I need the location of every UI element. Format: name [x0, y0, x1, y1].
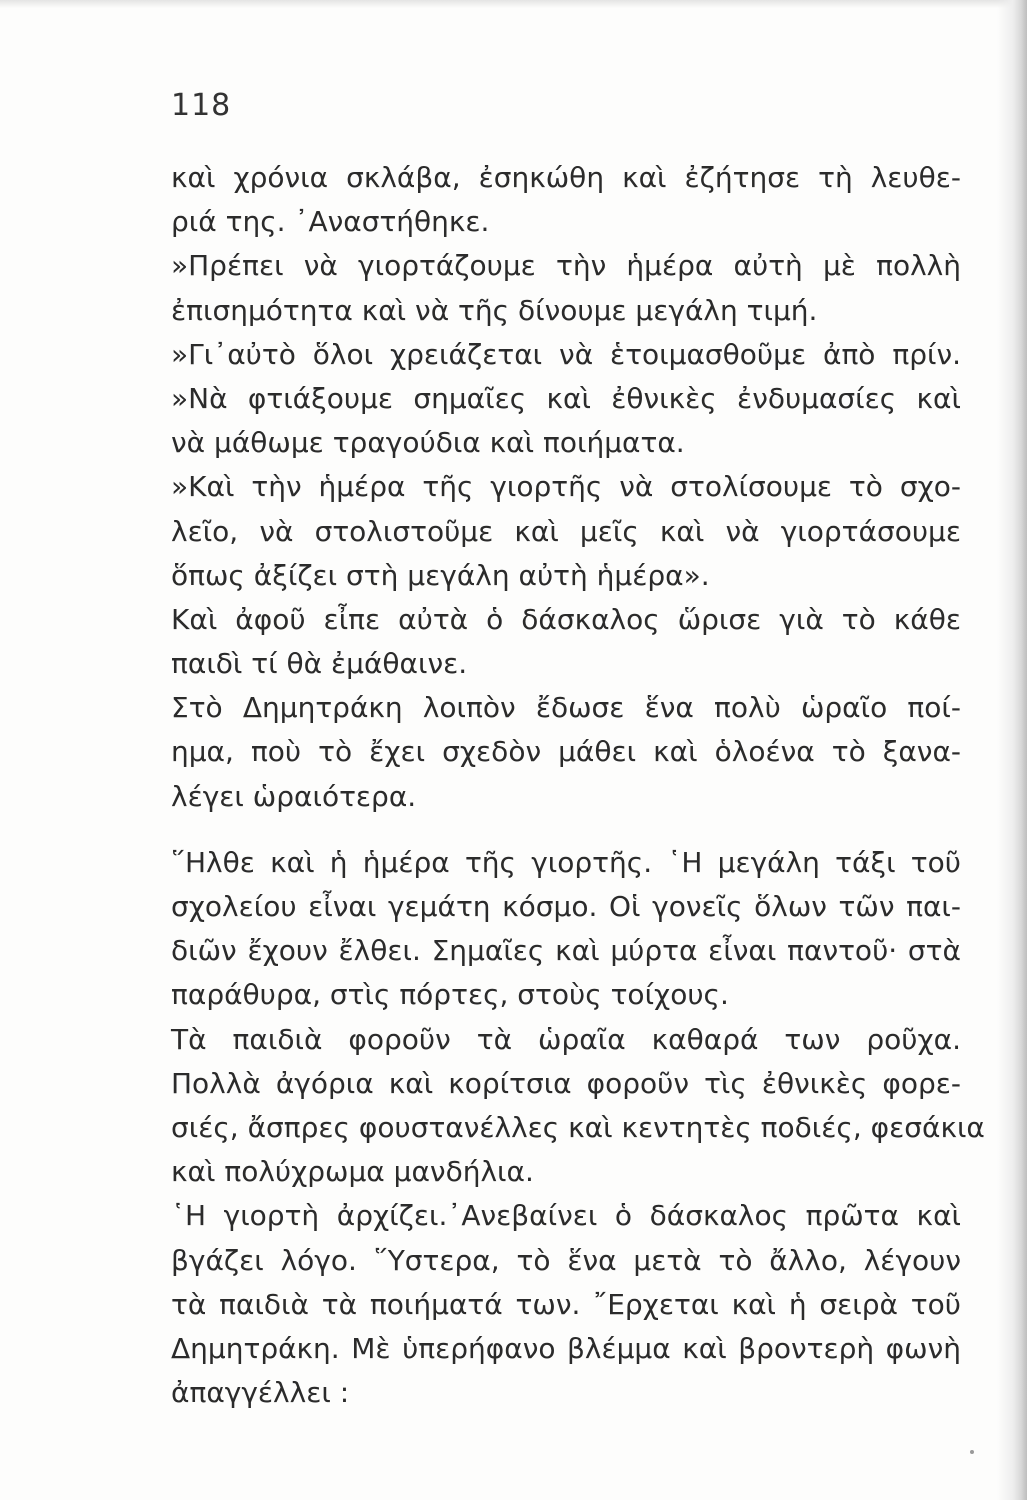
text-line: »Καὶ τὴν ἡμέρα τῆς γιορτῆς νὰ στολίσουμε τὸ σχο-	[171, 470, 961, 504]
text-line: σχολείου εἶναι γεμάτη κόσμο. Οἱ γονεῖς ὅλων τῶν παι-	[171, 890, 961, 923]
body-text	[171, 156, 985, 1415]
text-line: »Νὰ φτιάξουμε σημαῖες καὶ ἐθνικὲς ἐνδυμασίες καὶ	[171, 381, 961, 415]
text-line: Καὶ ἀφοῦ εἶπε αὐτὰ ὁ δάσκαλος ὥρισε γιὰ τὸ κάθε	[171, 602, 961, 636]
text-line: »Πρέπει νὰ γιορτάζουμε τὴν ἡμέρα αὐτὴ μὲ πολλὴ	[171, 249, 961, 283]
scan-shadow-top	[0, 0, 1027, 8]
text-line: ῾Η γιορτὴ ἀρχίζει.᾿Ανεβαίνει ὁ δάσκαλος πρῶτα καὶ	[171, 1199, 961, 1233]
text-line: Πολλὰ ἀγόρια καὶ κορίτσια φοροῦν τὶς ἐθνικὲς φορε-	[171, 1066, 961, 1100]
text-line: καὶ χρόνια σκλάβα, ἐσηκώθη καὶ ἐζήτησε τὴ λευθε-	[171, 161, 961, 194]
text-line: Δημητράκη. Μὲ ὑπερήφανο βλέμμα καὶ βροντερὴ φωνὴ	[171, 1331, 961, 1365]
text-line: Στὸ Δημητράκη λοιπὸν ἔδωσε ἕνα πολὺ ὡραῖο ποί-	[171, 691, 961, 725]
text-line: ἐπισημότητα καὶ νὰ τῆς δίνουμε μεγάλη τιμή.	[171, 293, 818, 327]
text-line: παιδὶ τί θὰ ἐμάθαινε.	[171, 647, 468, 681]
text-line: ριά της. ᾿Αναστήθηκε.	[171, 205, 490, 239]
scan-shadow-right	[997, 0, 1027, 1500]
text-line: ημα, ποὺ τὸ ἔχει σχεδὸν μάθει καὶ ὁλοένα τὸ ξανα-	[171, 735, 961, 769]
scan-speck	[970, 1450, 974, 1454]
text-line: ῞Ηλθε καὶ ἡ ἡμέρα τῆς γιορτῆς. ῾Η μεγάλη τάξι τοῦ	[171, 845, 961, 879]
text-line: παράθυρα, στὶς πόρτες, στοὺς τοίχους.	[171, 978, 729, 1012]
text-line: ὅπως ἀξίζει στὴ μεγάλη αὐτὴ ἡμέρα».	[171, 558, 710, 592]
text-line: λεῖο, νὰ στολιστοῦμε καὶ μεῖς καὶ νὰ γιορτάσουμε	[171, 514, 961, 548]
page-number: 118	[171, 88, 232, 123]
text-line: »Γι᾿αὐτὸ ὅλοι χρειάζεται νὰ ἑτοιμασθοῦμε ἀπὸ πρίν.	[171, 337, 961, 371]
text-line: διῶν ἔχουν ἔλθει. Σημαῖες καὶ μύρτα εἶναι παντοῦ· στὰ	[171, 934, 961, 968]
text-line: λέγει ὡραιότερα.	[171, 779, 417, 813]
text-line: βγάζει λόγο. ῞Υστερα, τὸ ἕνα μετὰ τὸ ἄλλο, λέγουν	[171, 1243, 961, 1277]
text-line: τὰ παιδιὰ τὰ ποιήματά των. ῎Ερχεται καὶ ἡ σειρὰ τοῦ	[171, 1287, 961, 1321]
text-line: Τὰ παιδιὰ φοροῦν τὰ ὡραῖα καθαρά των ροῦχα.	[171, 1022, 961, 1056]
text-line: σιές, ἄσπρες φουστανέλλες καὶ κεντητὲς ποδιές, φεσάκια	[171, 1110, 985, 1144]
text-line: ἀπαγγέλλει :	[171, 1376, 350, 1410]
text-line: νὰ μάθωμε τραγούδια καὶ ποιήματα.	[171, 426, 685, 460]
text-line: καὶ πολύχρωμα μανδήλια.	[171, 1155, 534, 1189]
